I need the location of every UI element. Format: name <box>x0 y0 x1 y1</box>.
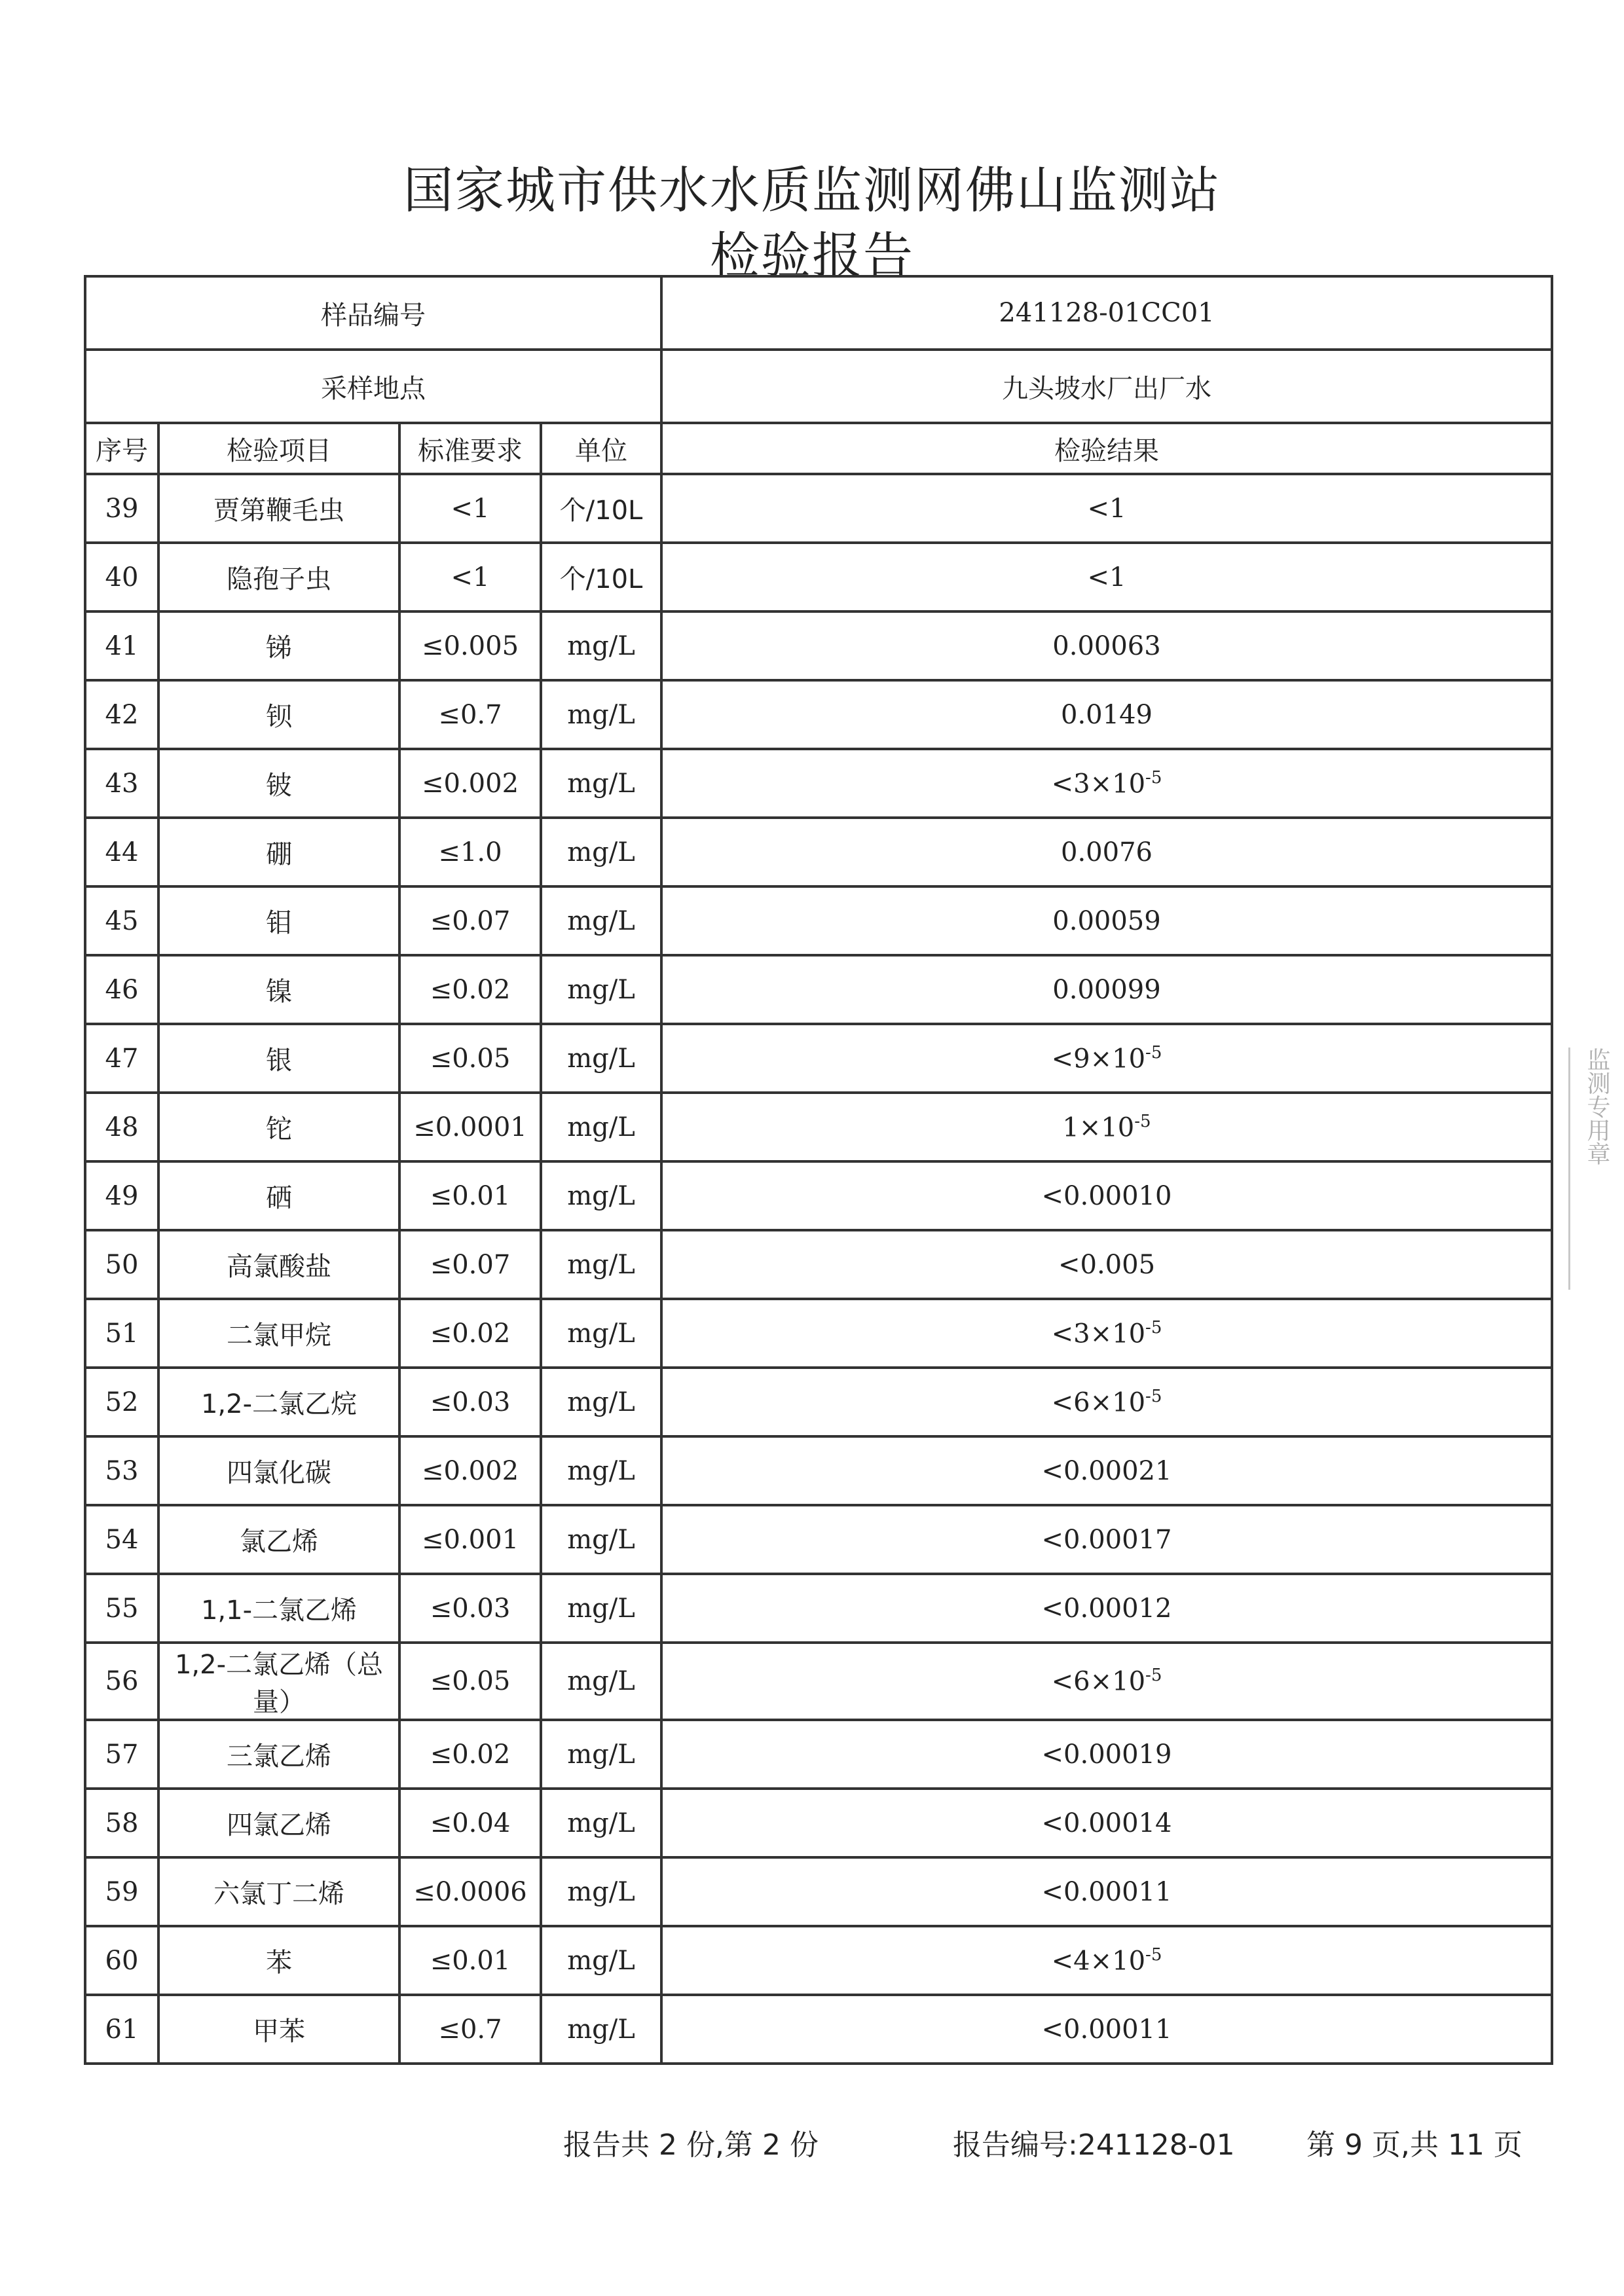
row-result: 0.0149 <box>661 680 1552 749</box>
row-standard: ≤0.005 <box>399 611 541 680</box>
row-standard: ≤0.07 <box>399 886 541 955</box>
row-unit: mg/L <box>541 1161 661 1230</box>
row-unit: mg/L <box>541 886 661 955</box>
row-unit: mg/L <box>541 955 661 1024</box>
row-seq: 59 <box>85 1857 158 1926</box>
table-row <box>85 680 1552 749</box>
row-seq: 54 <box>85 1505 158 1574</box>
row-result <box>661 1299 1552 1368</box>
row-unit: mg/L <box>541 1995 661 2064</box>
row-item: 三氯乙烯 <box>158 1720 399 1789</box>
row-seq: 60 <box>85 1926 158 1995</box>
row-standard: ≤0.04 <box>399 1789 541 1857</box>
inspection-table <box>84 275 1553 2065</box>
row-seq: 39 <box>85 474 158 543</box>
table-row <box>85 1789 1552 1857</box>
row-item: 苯 <box>158 1926 399 1995</box>
row-seq: 61 <box>85 1995 158 2064</box>
row-unit: mg/L <box>541 1643 661 1720</box>
row-seq: 50 <box>85 1230 158 1299</box>
row-unit: mg/L <box>541 1505 661 1574</box>
row-item: 六氯丁二烯 <box>158 1857 399 1926</box>
table-row <box>85 474 1552 543</box>
footer-page-number: 第 9 页,共 11 页 <box>1306 2128 1522 2162</box>
table-row <box>85 611 1552 680</box>
row-result: <0.00011 <box>661 1995 1552 2064</box>
row-item: 四氯化碳 <box>158 1436 399 1505</box>
sample-no-label: 样品编号 <box>85 276 661 350</box>
row-unit: mg/L <box>541 611 661 680</box>
row-item: 1,2-二氯乙烯（总量） <box>158 1643 399 1720</box>
row-unit: mg/L <box>541 1299 661 1368</box>
row-result: <0.00019 <box>661 1720 1552 1789</box>
row-result <box>661 1643 1552 1720</box>
result-mantissa: 1×10 <box>1062 1112 1135 1143</box>
result-mantissa: <9×10 <box>1051 1044 1146 1074</box>
table-row <box>85 1643 1552 1720</box>
table-row <box>85 886 1552 955</box>
location-value: 九头坡水厂出厂水 <box>661 350 1552 423</box>
col-result-header: 检验结果 <box>661 423 1552 474</box>
report-title-line1: 国家城市供水水质监测网佛山监测站 <box>403 161 1221 219</box>
row-result: <1 <box>661 543 1552 611</box>
row-unit: mg/L <box>541 1857 661 1926</box>
row-unit: mg/L <box>541 1574 661 1643</box>
row-result: <0.00012 <box>661 1574 1552 1643</box>
sample-no-row <box>85 276 1552 350</box>
row-result: 0.00099 <box>661 955 1552 1024</box>
row-seq: 57 <box>85 1720 158 1789</box>
row-seq: 44 <box>85 818 158 886</box>
row-unit: mg/L <box>541 1926 661 1995</box>
row-seq: 53 <box>85 1436 158 1505</box>
row-result: <0.00011 <box>661 1857 1552 1926</box>
row-result: <0.00010 <box>661 1161 1552 1230</box>
table-row <box>85 1230 1552 1299</box>
row-item: 锑 <box>158 611 399 680</box>
row-standard: ≤0.05 <box>399 1024 541 1093</box>
result-exponent: -5 <box>1145 1386 1162 1406</box>
row-result <box>661 1024 1552 1093</box>
result-mantissa: <4×10 <box>1051 1946 1146 1977</box>
row-seq: 42 <box>85 680 158 749</box>
row-result: 0.00063 <box>661 611 1552 680</box>
row-result: 0.00059 <box>661 886 1552 955</box>
row-standard: ≤0.0001 <box>399 1093 541 1161</box>
row-standard: ≤0.002 <box>399 1436 541 1505</box>
row-seq: 40 <box>85 543 158 611</box>
col-standard-header: 标准要求 <box>399 423 541 474</box>
row-standard: ≤0.05 <box>399 1643 541 1720</box>
row-item: 1,1-二氯乙烯 <box>158 1574 399 1643</box>
result-exponent: -5 <box>1145 1666 1162 1686</box>
row-result: <0.00014 <box>661 1789 1552 1857</box>
table-row <box>85 1024 1552 1093</box>
row-standard: ≤0.0006 <box>399 1857 541 1926</box>
row-result: <0.00017 <box>661 1505 1552 1574</box>
row-item: 铍 <box>158 749 399 818</box>
row-item: 隐孢子虫 <box>158 543 399 611</box>
row-seq: 46 <box>85 955 158 1024</box>
row-item: 钡 <box>158 680 399 749</box>
row-standard: ≤0.03 <box>399 1574 541 1643</box>
footer-copies: 报告共 2 份,第 2 份 <box>563 2128 819 2162</box>
row-item: 氯乙烯 <box>158 1505 399 1574</box>
row-seq: 41 <box>85 611 158 680</box>
row-seq: 43 <box>85 749 158 818</box>
table-row <box>85 1857 1552 1926</box>
table-row <box>85 1505 1552 1574</box>
sample-no-value: 241128-01CC01 <box>661 276 1552 350</box>
row-standard: ≤0.07 <box>399 1230 541 1299</box>
row-seq: 56 <box>85 1643 158 1720</box>
table-row <box>85 1926 1552 1995</box>
row-unit: mg/L <box>541 1789 661 1857</box>
result-exponent: -5 <box>1134 1111 1151 1131</box>
row-unit: mg/L <box>541 1230 661 1299</box>
row-result: 0.0076 <box>661 818 1552 886</box>
row-result <box>661 749 1552 818</box>
row-standard: ≤1.0 <box>399 818 541 886</box>
table-row <box>85 1436 1552 1505</box>
row-unit: mg/L <box>541 1093 661 1161</box>
row-standard: ≤0.02 <box>399 1720 541 1789</box>
table-row <box>85 818 1552 886</box>
row-item: 硼 <box>158 818 399 886</box>
row-standard: ≤0.002 <box>399 749 541 818</box>
table-row <box>85 543 1552 611</box>
table-row <box>85 1368 1552 1436</box>
side-seal-stamp: 监测专用章 <box>1568 1048 1614 1290</box>
row-item: 镍 <box>158 955 399 1024</box>
row-seq: 52 <box>85 1368 158 1436</box>
row-standard: ≤0.03 <box>399 1368 541 1436</box>
row-standard: ≤0.02 <box>399 1299 541 1368</box>
row-unit: 个/10L <box>541 474 661 543</box>
row-unit: mg/L <box>541 1024 661 1093</box>
row-standard: ≤0.7 <box>399 1995 541 2064</box>
row-seq: 49 <box>85 1161 158 1230</box>
row-result: <0.00021 <box>661 1436 1552 1505</box>
result-exponent: -5 <box>1145 1042 1162 1063</box>
result-mantissa: <6×10 <box>1051 1666 1146 1697</box>
row-result: <1 <box>661 474 1552 543</box>
row-seq: 48 <box>85 1093 158 1161</box>
row-result: <0.005 <box>661 1230 1552 1299</box>
table-row <box>85 1299 1552 1368</box>
col-seq-header: 序号 <box>85 423 158 474</box>
result-mantissa: <3×10 <box>1051 769 1146 799</box>
row-seq: 51 <box>85 1299 158 1368</box>
row-standard: ≤0.01 <box>399 1161 541 1230</box>
row-unit: mg/L <box>541 818 661 886</box>
row-standard: <1 <box>399 543 541 611</box>
row-standard: ≤0.02 <box>399 955 541 1024</box>
row-item: 四氯乙烯 <box>158 1789 399 1857</box>
row-item: 钼 <box>158 886 399 955</box>
result-exponent: -5 <box>1145 1944 1162 1965</box>
row-result <box>661 1368 1552 1436</box>
row-item: 铊 <box>158 1093 399 1161</box>
col-unit-header: 单位 <box>541 423 661 474</box>
report-title-line2: 检验报告 <box>710 227 914 285</box>
table-row <box>85 1995 1552 2064</box>
row-seq: 58 <box>85 1789 158 1857</box>
table-row <box>85 1161 1552 1230</box>
row-seq: 47 <box>85 1024 158 1093</box>
row-item: 银 <box>158 1024 399 1093</box>
row-standard: <1 <box>399 474 541 543</box>
table-row <box>85 955 1552 1024</box>
table-row <box>85 1720 1552 1789</box>
row-standard: ≤0.001 <box>399 1505 541 1574</box>
row-unit: mg/L <box>541 680 661 749</box>
row-unit: 个/10L <box>541 543 661 611</box>
row-item: 高氯酸盐 <box>158 1230 399 1299</box>
row-unit: mg/L <box>541 1720 661 1789</box>
location-label: 采样地点 <box>85 350 661 423</box>
table-row <box>85 1093 1552 1161</box>
row-item: 1,2-二氯乙烷 <box>158 1368 399 1436</box>
result-mantissa: <3×10 <box>1051 1319 1146 1349</box>
row-unit: mg/L <box>541 749 661 818</box>
row-item: 硒 <box>158 1161 399 1230</box>
row-result <box>661 1093 1552 1161</box>
row-seq: 45 <box>85 886 158 955</box>
row-unit: mg/L <box>541 1368 661 1436</box>
column-header-row <box>85 423 1552 474</box>
result-exponent: -5 <box>1145 767 1162 788</box>
table-row <box>85 749 1552 818</box>
row-seq: 55 <box>85 1574 158 1643</box>
col-item-header: 检验项目 <box>158 423 399 474</box>
table-row <box>85 1574 1552 1643</box>
row-standard: ≤0.01 <box>399 1926 541 1995</box>
row-standard: ≤0.7 <box>399 680 541 749</box>
row-item: 甲苯 <box>158 1995 399 2064</box>
location-row <box>85 350 1552 423</box>
row-item: 二氯甲烷 <box>158 1299 399 1368</box>
result-mantissa: <6×10 <box>1051 1387 1146 1418</box>
result-exponent: -5 <box>1145 1317 1162 1338</box>
footer-report-no: 报告编号:241128-01 <box>953 2128 1235 2162</box>
row-unit: mg/L <box>541 1436 661 1505</box>
row-item: 贾第鞭毛虫 <box>158 474 399 543</box>
row-result <box>661 1926 1552 1995</box>
